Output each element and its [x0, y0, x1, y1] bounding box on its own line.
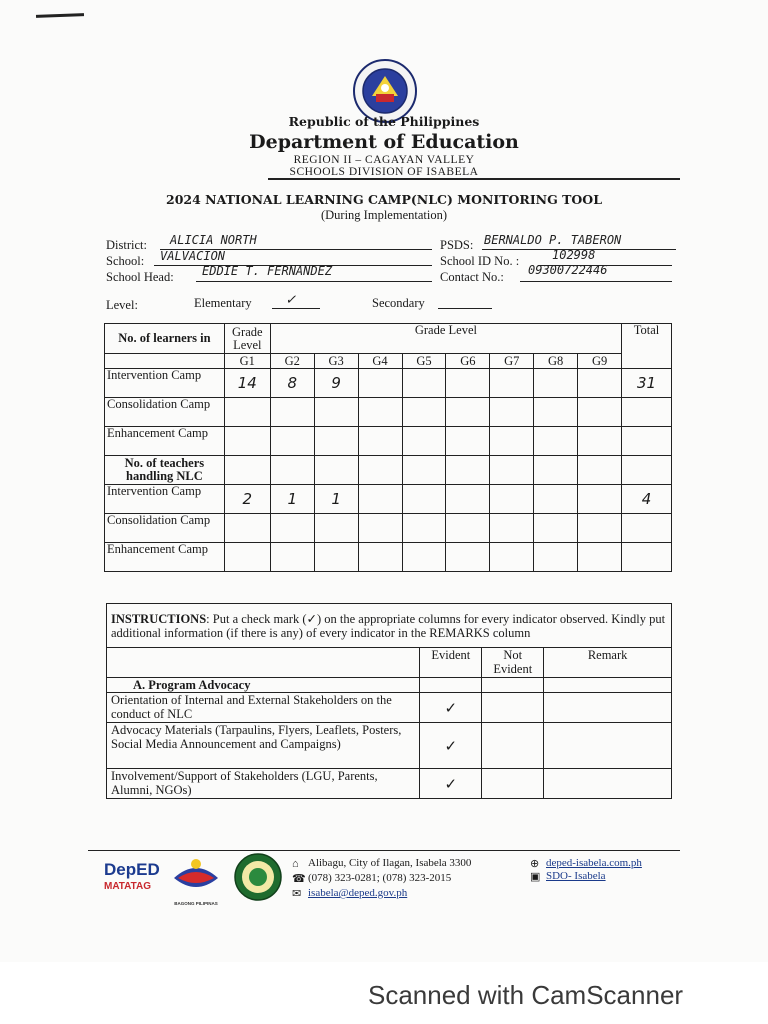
deped-logo-text: DepED: [104, 860, 160, 879]
evident-check[interactable]: ✓: [420, 693, 482, 723]
not-evident-check[interactable]: [482, 693, 544, 723]
table-row: [107, 769, 672, 799]
camscanner-watermark: Scanned with CamScanner: [368, 980, 684, 1010]
grade-header: G7: [490, 354, 534, 369]
instructions-text: : Put a check mark (✓) on the appropriate columns for every indicator observed. Kindly put additional information (if there is any) of every indicator in the REMARKS column: [111, 611, 666, 640]
facebook-icon: ▣: [530, 871, 541, 883]
contact-label: Contact No.:: [440, 270, 504, 284]
grade-header: G2: [270, 354, 314, 369]
row-label: Enhancement Camp: [105, 427, 225, 456]
table-cell[interactable]: [534, 427, 578, 456]
table-cell[interactable]: [446, 427, 490, 456]
total-cell[interactable]: 4: [622, 485, 672, 514]
district-label: District:: [106, 238, 147, 252]
table-cell[interactable]: [490, 543, 534, 572]
table-cell[interactable]: [402, 543, 446, 572]
table-cell[interactable]: [490, 369, 534, 398]
total-cell[interactable]: [622, 543, 672, 572]
instructions-label: INSTRUCTIONS: [111, 611, 207, 626]
table-cell[interactable]: [224, 427, 270, 456]
table-cell[interactable]: [578, 369, 622, 398]
psds-value[interactable]: BERNALDO P. TABERON: [484, 233, 622, 247]
table-row: [105, 369, 672, 398]
instructions-cell: [107, 604, 672, 648]
region-heading: REGION II – CAGAYAN VALLEY: [293, 154, 475, 166]
total-cell[interactable]: [622, 514, 672, 543]
contact-value[interactable]: 09300722446: [528, 263, 608, 277]
table-row: [107, 693, 672, 723]
home-icon: ⌂: [292, 858, 299, 870]
row-label: Enhancement Camp: [105, 543, 225, 572]
secondary-label: Secondary: [372, 296, 425, 310]
not-evident-header: Not Evident: [482, 648, 544, 678]
remark-cell[interactable]: [544, 693, 672, 723]
grade-header: G3: [314, 354, 358, 369]
elementary-line: [272, 294, 320, 309]
table-row: [107, 723, 672, 769]
footer-divider: [88, 850, 680, 851]
table-cell[interactable]: [224, 514, 270, 543]
table-cell[interactable]: [578, 485, 622, 514]
table-cell[interactable]: [314, 514, 358, 543]
table-cell[interactable]: [402, 514, 446, 543]
school-value[interactable]: VALVACION: [160, 249, 226, 263]
table-cell[interactable]: [446, 514, 490, 543]
tool-title: 2024 NATIONAL LEARNING CAMP(NLC) MONITORING TOOL: [166, 192, 602, 207]
table-row: [105, 514, 672, 543]
table-cell[interactable]: [358, 485, 402, 514]
table-cell[interactable]: [314, 398, 358, 427]
table-cell[interactable]: [402, 485, 446, 514]
evident-check[interactable]: ✓: [420, 723, 482, 769]
row-label: Intervention Camp: [105, 485, 225, 514]
table-cell[interactable]: [358, 514, 402, 543]
table-cell[interactable]: [534, 543, 578, 572]
footer-email[interactable]: ✉ isabela@deped.gov.ph: [292, 887, 408, 900]
tool-subtitle: (During Implementation): [320, 208, 447, 222]
level-label: Level:: [106, 298, 138, 312]
header-divider: [268, 178, 680, 180]
table-cell[interactable]: [534, 369, 578, 398]
school-id-value[interactable]: 102998: [552, 248, 596, 262]
table-cell[interactable]: [270, 398, 314, 427]
psds-label: PSDS:: [440, 238, 474, 252]
not-evident-check[interactable]: [482, 723, 544, 769]
table-cell[interactable]: [224, 398, 270, 427]
table-cell[interactable]: [402, 427, 446, 456]
grade-level-subheader: Grade Level: [224, 324, 270, 354]
school-id-label: School ID No. :: [440, 254, 520, 268]
learners-table: [104, 323, 672, 572]
table-cell[interactable]: [534, 514, 578, 543]
footer-address: ⌂ Alibagu, City of Ilagan, Isabela 3300: [292, 857, 472, 870]
learners-header: No. of learners in: [105, 324, 225, 354]
table-cell[interactable]: [578, 427, 622, 456]
grade-header: G1: [224, 354, 270, 369]
table-row: [105, 427, 672, 456]
globe-icon: ⊕: [530, 858, 540, 870]
grade-header: G4: [358, 354, 402, 369]
footer-facebook[interactable]: ▣ SDO- Isabela: [530, 870, 606, 883]
not-evident-check[interactable]: [482, 769, 544, 799]
evident-header: Evident: [420, 648, 482, 678]
table-cell[interactable]: [270, 427, 314, 456]
section-a-heading: A. Program Advocacy: [107, 678, 420, 693]
remark-header: Remark: [544, 648, 672, 678]
elementary-check[interactable]: ✓: [286, 290, 296, 308]
table-cell[interactable]: [224, 543, 270, 572]
elementary-label: Elementary: [194, 296, 252, 310]
table-cell[interactable]: [534, 398, 578, 427]
indicator-table: [106, 603, 672, 799]
table-cell[interactable]: [446, 369, 490, 398]
table-cell[interactable]: 8: [270, 369, 314, 398]
table-row: [105, 398, 672, 427]
pen-mark: [36, 13, 84, 18]
bagong-pilipinas-logo: [170, 854, 222, 904]
footer-phone: ☎ (078) 323-0281; (078) 323-2015: [292, 872, 452, 885]
table-cell[interactable]: [270, 514, 314, 543]
table-cell[interactable]: [490, 485, 534, 514]
deped-matatag-logo: [104, 861, 162, 899]
table-cell[interactable]: [446, 398, 490, 427]
total-cell[interactable]: [622, 427, 672, 456]
table-cell[interactable]: 9: [314, 369, 358, 398]
indicator-text: Advocacy Materials (Tarpaulins, Flyers, Leaflets, Posters, Social Media Announcement and Campaigns): [107, 723, 420, 769]
table-cell[interactable]: [490, 398, 534, 427]
table-cell[interactable]: [578, 543, 622, 572]
table-cell[interactable]: [358, 398, 402, 427]
table-cell[interactable]: [578, 398, 622, 427]
phone-icon: ☎: [292, 873, 306, 885]
total-cell[interactable]: 31: [622, 369, 672, 398]
table-row: [105, 485, 672, 514]
total-header: Total: [622, 324, 672, 369]
grade-level-header: Grade Level: [270, 324, 621, 354]
table-cell[interactable]: [402, 369, 446, 398]
table-cell[interactable]: [578, 514, 622, 543]
row-label: Intervention Camp: [105, 369, 225, 398]
table-cell[interactable]: 14: [224, 369, 270, 398]
table-cell[interactable]: [490, 514, 534, 543]
footer-website[interactable]: ⊕ deped-isabela.com.ph: [530, 857, 642, 870]
division-heading: SCHOOLS DIVISION OF ISABELA: [289, 166, 479, 178]
teachers-header-row: [105, 456, 672, 485]
matatag-text: MATATAG: [104, 881, 152, 892]
grade-header: G6: [446, 354, 490, 369]
indicator-header: [107, 648, 420, 678]
table-cell[interactable]: [358, 369, 402, 398]
bagong-pilipinas-text: BAGONG PILIPINAS: [174, 901, 218, 906]
total-cell[interactable]: [622, 398, 672, 427]
table-cell[interactable]: [446, 485, 490, 514]
indicator-text: Involvement/Support of Stakeholders (LGU, Parents, Alumni, NGOs): [107, 769, 420, 799]
evident-check[interactable]: ✓: [420, 769, 482, 799]
department-heading: Department of Education: [249, 131, 519, 153]
grade-header: G9: [578, 354, 622, 369]
grade-header: G5: [402, 354, 446, 369]
school-label: School:: [106, 254, 145, 268]
table-cell[interactable]: [446, 543, 490, 572]
sdo-isabela-seal-icon: [234, 853, 282, 901]
table-cell[interactable]: 1: [270, 485, 314, 514]
school-head-value[interactable]: EDDIE T. FERNANDEZ: [202, 264, 333, 278]
grades-row: [105, 354, 672, 369]
table-cell[interactable]: [402, 398, 446, 427]
table-cell[interactable]: [534, 485, 578, 514]
indicator-text: Orientation of Internal and External Stakeholders on the conduct of NLC: [107, 693, 420, 723]
table-cell[interactable]: [358, 543, 402, 572]
table-cell[interactable]: 1: [314, 485, 358, 514]
table-cell[interactable]: 2: [224, 485, 270, 514]
mail-icon: ✉: [292, 888, 302, 900]
table-cell[interactable]: [490, 427, 534, 456]
republic-heading: Republic of the Philippines: [288, 114, 480, 129]
row-label: Consolidation Camp: [105, 514, 225, 543]
table-row: [105, 543, 672, 572]
remark-cell[interactable]: [544, 769, 672, 799]
remark-cell[interactable]: [544, 723, 672, 769]
table-cell[interactable]: [270, 543, 314, 572]
district-value[interactable]: ALICIA NORTH: [170, 233, 257, 247]
table-cell[interactable]: [314, 427, 358, 456]
table-cell[interactable]: [358, 427, 402, 456]
teachers-header: No. of teachers handling NLC: [105, 456, 225, 485]
grade-header: G8: [534, 354, 578, 369]
table-cell[interactable]: [314, 543, 358, 572]
row-label: Consolidation Camp: [105, 398, 225, 427]
school-head-label: School Head:: [106, 270, 174, 284]
bagong-pilipinas-icon: [170, 854, 222, 896]
secondary-line: [438, 294, 492, 309]
